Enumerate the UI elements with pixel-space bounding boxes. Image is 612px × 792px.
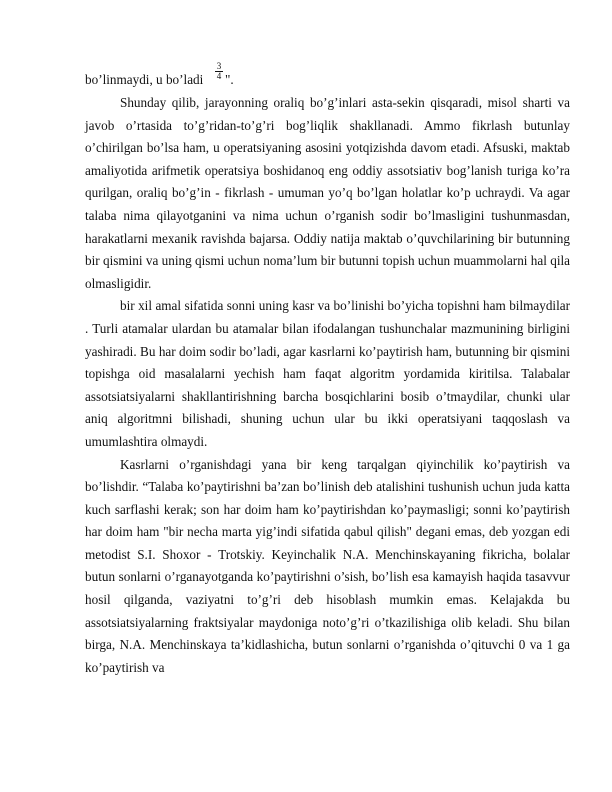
intro-after: ".	[225, 72, 234, 88]
fraction-numerator: 3	[216, 61, 222, 71]
paragraph-3: Kasrlarni o’rganishdagi yana bir keng tarqalgan qiyinchilik ko’paytirish va bo’lishdir. “Talaba ko’paytirishni ba’zan bo’linish deb atalishini tushunish uchun juda katta kuch sarflashi kerak; son har doim ham ko’paytirishdan ko’paymasligi; sonni ko’paytirish har doim ham "bir necha marta yig’indi sifatida qabul qilish" degani emas, deb yozgan edi metodist S.I. Shoxor - Trotskiy. Keyinchalik N.A. Menchinskayaning fikricha, bolalar butun sonlarni o’rganayotganda ko’paytirishni o’sish, bo’lish esa kamayish haqida tasavvur hosil qilganda, vaziyatni to’g’ri deb hisoblash mumkin emas. Kelajakda bu assotsiatsiyalarning fraktsiyalar maydoniga noto’g’ri o’tkazilishiga olib keladi. Shu bilan birga, N.A. Menchinskaya ta’kidlashicha, butun sonlarni o’rganishda o’qituvchi 0 va 1 ga ko’paytirish va	[85, 456, 570, 675]
paragraph-2: bir xil amal sifatida sonni uning kasr va bo’linishi bo’yicha topishni ham bilmaydilar . Turli atamalar ulardan bu atamalar bilan ifodalangan tushunchalar mazmunining birligini yashiradi. Bu har doim sodir bo’ladi, agar kasrlarni ko’paytirish ham, butunning bir qismini topishga oid masalalarni yechish ham faqat algoritm yordamida kiritilsa. Talabalar assotsiatsiyalarni shakllantirishning barcha bosqichlarini bosib o’tmaydilar, chunki ular aniq algoritmni bilishadi, shuning uchun ular bu ikki operatsiyani taqqoslash va umumlashtira olmaydi.	[85, 298, 570, 449]
fraction-denominator: 4	[216, 71, 222, 81]
fraction	[215, 62, 223, 80]
intro-line	[85, 62, 570, 92]
paragraph-1: Shunday qilib, jarayonning oraliq bo’g’inlari asta-sekin qisqaradi, misol sharti va javob o’rtasida to’g’ridan-to’g’ri bog’liqlik shakllanadi. Ammo fikrlash butunlay o’chirilgan bo’lsa ham, u operatsiyaning asosini yotqizishda davom etadi. Afsuski, maktab amaliyotida arifmetik operatsiya boshidanoq eng oddiy assotsiativ bog’lanish turiga ko’ra qurilgan, oraliq bo’g’in - fikrlash - umuman yo’q bo’lgan holatlar ko’p uchraydi. Va agar talaba nima qilayotganini va nima uchun o’rganish sodir bo’lmasligini tushunmasdan, harakatlarni mexanik ravishda bajarsa. Oddiy natija maktab o’quvchilarining bir butunning bir qismini va uning qismi uchun noma’lum bir butunni topish uchun muammolarni hal qila olmasligidir.	[85, 95, 570, 291]
intro-text: bo’linmaydi, u bo’ladi	[85, 72, 204, 88]
document-page	[85, 62, 570, 679]
